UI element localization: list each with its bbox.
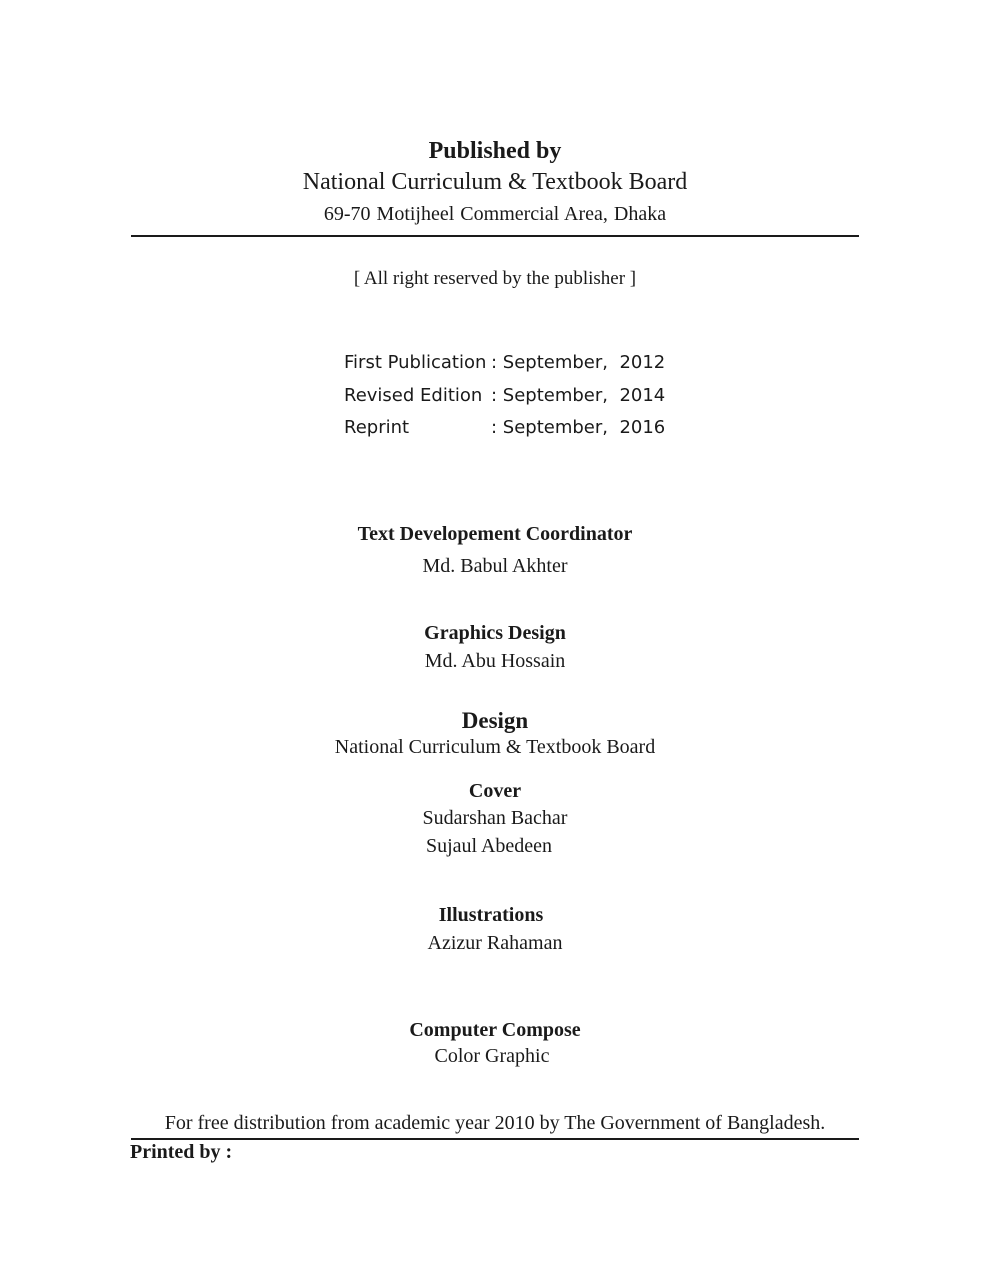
cover-name-1: Sudarshan Bachar [422,807,568,829]
rights-notice: [ All right reserved by the publisher ] [353,268,637,289]
history-value: : September, 2016 [491,417,666,438]
history-row-reprint [344,412,665,445]
coordinator-heading: Text Developement Coordinator [357,523,633,545]
computer-compose-heading: Computer Compose [409,1019,581,1041]
distribution-note: For free distribution from academic year 2010 by The Government of Bangladesh. [164,1112,826,1134]
history-row-first-publication [344,347,665,380]
graphics-design-name: Md. Abu Hossain [424,650,566,672]
design-name: National Curriculum & Textbook Board [334,736,656,758]
history-label: First Publication [344,352,487,373]
illustrations-name: Azizur Rahaman [427,932,563,954]
coordinator-name: Md. Babul Akhter [422,555,568,577]
publisher-address: 69-70 Motijheel Commercial Area, Dhaka [323,203,667,225]
publisher-name: National Curriculum & Textbook Board [302,169,688,195]
graphics-design-heading: Graphics Design [424,622,566,644]
design-heading: Design [461,708,529,733]
top-divider [131,235,859,237]
cover-name-2: Sujaul Abedeen [425,835,553,857]
history-value: : September, 2012 [491,352,666,373]
history-label: Revised Edition [344,384,483,406]
illustrations-heading: Illustrations [438,904,544,926]
printed-by-label: Printed by : [130,1141,233,1163]
cover-heading: Cover [468,780,522,802]
history-row-revised-edition [344,380,665,413]
published-by-heading: Published by [428,138,562,164]
history-value: : September, 2014 [491,384,666,406]
publication-history [344,347,665,445]
history-label: Reprint [344,417,410,438]
computer-compose-name: Color Graphic [434,1045,550,1067]
bottom-divider [131,1138,859,1140]
